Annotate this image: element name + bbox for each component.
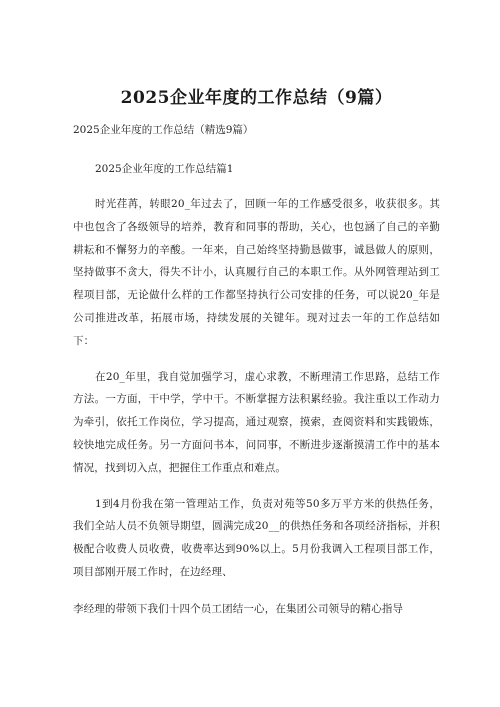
paragraph-3: 1到4月份我在第一管理站工作，负责对苑等50多万平方米的供热任务，我们全站人员不负领导期望，圆满完成20__的供热任务和各项经济指标，并积极配合收费人员收费，收费率达到90%以上。5月份我调入工程项目部工作，项目部刚开展工作时，在边经理、 bbox=[73, 497, 440, 578]
paragraph-4: 李经理的带领下我们十四个员工团结一心，在集团公司领导的精心指导 bbox=[73, 602, 404, 615]
section-heading: 2025企业年度的工作总结篇1 bbox=[95, 163, 234, 175]
document-subtitle: 2025企业年度的工作总结（精选9篇） bbox=[73, 124, 254, 136]
document-title: 2025企业年度的工作总结（9篇） bbox=[120, 88, 393, 108]
paragraph-1: 时光荏苒，转眼20_年过去了，回顾一年的工作感受很多，收获很多。其中也包含了各级领导的培养，教育和同事的帮助，关心，也包涵了自己的辛勤耕耘和不懈努力的辛酸。一年来，自己始终坚持勤恳做事，诚恳做人的原则，坚持做事不贪大，得失不计小，认真履行自己的本职工作。从外网管理站到工程项目部，无论做什么样的工作都坚持执行公司安排的任务，可以说20_年是公司推进改革，拓展市场，持续发展的关键年。现对过去一年的工作总结如下： bbox=[73, 198, 440, 347]
paragraph-2: 在20_年里，我自觉加强学习，虚心求教，不断理清工作思路，总结工作方法。一方面，干中学，学中干。不断掌握方法积累经验。我注重以工作动力为牵引，依托工作岗位，学习提高，通过观察，摸索，查阅资料和实践锻炼，较快地完成任务。另一方面问书本，问同事，不断进步逐渐摸清工作中的基本情况，找到切入点，把握住工作重点和难点。 bbox=[73, 370, 440, 474]
